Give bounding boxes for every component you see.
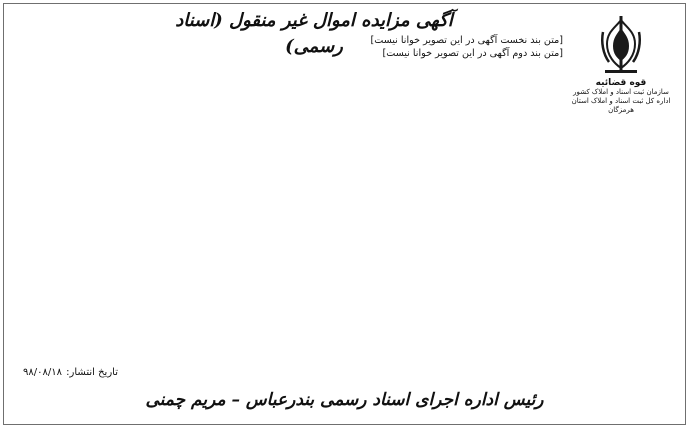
notice-sheet	[3, 3, 686, 425]
emblem-spacer	[563, 34, 675, 126]
publish-date-label: تاریخ انتشار:	[66, 367, 118, 378]
emblem-caption-judiciary: قوه قضائیه	[595, 78, 647, 88]
signature-line: رئیس اداره اجرای اسناد رسمی بندرعباس – مریم چمنی	[145, 390, 544, 410]
notice-body	[16, 34, 675, 356]
emblem-caption-organization: سازمان ثبت اسناد و املاک کشور	[573, 88, 669, 96]
publish-date-value: ۹۸/۰۸/۱۸	[23, 367, 62, 378]
body-paragraph-1: [متن بند نخست آگهی در این تصویر خوانا نیست]	[370, 35, 563, 46]
emblem-caption-provincial-office: اداره کل ثبت اسناد و املاک استان هرمزگان	[571, 97, 671, 114]
body-paragraph-2: [متن بند دوم آگهی در این تصویر خوانا نیست]	[382, 48, 563, 60]
notice-title: آگهی مزایده اموال غیر منقول (اسناد رسمی)	[175, 10, 453, 57]
publish-date-line	[22, 367, 118, 378]
